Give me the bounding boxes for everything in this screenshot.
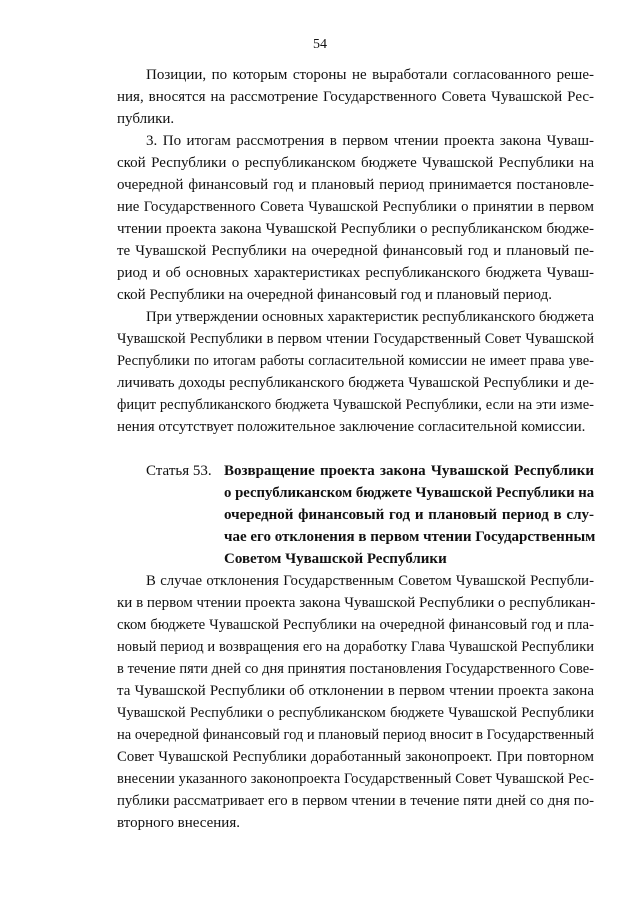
article-title-line: чае его отклонения в первом чтении Государственным	[224, 529, 596, 545]
paragraph-4-line: В случае отклонения Государственным Советом Чувашской Республи-	[146, 573, 594, 589]
paragraph-2-line: риод и об основных характеристиках республиканского бюджета Чуваш-	[117, 265, 594, 281]
paragraph-3-line: нения отсутствует положительное заключение согласительной комиссии.	[117, 419, 586, 435]
paragraph-4-line: Совет Чувашской Республики доработанный законопроект. При повторном	[117, 749, 594, 765]
paragraph-2-line: чтении проекта закона Чувашской Республики о республиканском бюдже-	[117, 221, 594, 237]
article-label: Статья 53.	[146, 463, 212, 479]
paragraph-2-line: ской Республики о республиканском бюджете Чувашской Республики на	[117, 155, 594, 171]
paragraph-3-line: Республики по итогам работы согласительной комиссии не имеет права уве-	[117, 353, 594, 369]
paragraph-2-line: очередной финансовый год и плановый период принимается постановле-	[117, 177, 594, 193]
paragraph-3-line: личивать доходы республиканского бюджета Чувашской Республики и де-	[117, 375, 594, 391]
paragraph-4-line: внесении указанного законопроекта Государственный Совет Чувашской Рес-	[117, 771, 594, 787]
article-title-line: Возвращение проекта закона Чувашской Республики	[224, 463, 594, 479]
paragraph-4-line: та Чувашской Республики об отклонении в первом чтении проекта закона	[117, 683, 594, 699]
paragraph-1-line: ния, вносятся на рассмотрение Государственного Совета Чувашской Рес-	[117, 89, 594, 105]
page-number: 54	[313, 37, 327, 52]
paragraph-4-line: в течение пяти дней со дня принятия постановления Государственного Сове-	[117, 661, 594, 677]
paragraph-2-line: ской Республики на очередной финансовый год и плановый период.	[117, 287, 552, 303]
paragraph-3-line: Чувашской Республики в первом чтении Государственный Совет Чувашской	[117, 331, 594, 347]
paragraph-1-line: публики.	[117, 111, 175, 127]
paragraph-2-line: 3. По итогам рассмотрения в первом чтении проекта закона Чуваш-	[146, 133, 594, 149]
article-title-line: о республиканском бюджете Чувашской Республики на	[224, 485, 595, 501]
paragraph-4-line: публики рассматривает его в первом чтении в течение пяти дней со дня по-	[117, 793, 594, 809]
paragraph-2-line: ние Государственного Совета Чувашской Республики о принятии в первом	[117, 199, 594, 215]
paragraph-4-line: Чувашской Республики о республиканском бюджете Чувашской Республики	[117, 705, 594, 721]
paragraph-1-line: Позиции, по которым стороны не выработали согласованного реше-	[146, 67, 594, 83]
paragraph-4-line: новый период и возвращения его на доработку Глава Чувашской Республики	[117, 639, 594, 655]
paragraph-4-line: ском бюджете Чувашской Республики на очередной финансовый год и пла-	[117, 617, 594, 633]
paragraph-4-line: вторного внесения.	[117, 815, 240, 831]
paragraph-4-line: на очередной финансовый год и плановый период вносит в Государственный	[117, 727, 594, 743]
paragraph-4-line: ки в первом чтении проекта закона Чувашской Республики о республикан-	[117, 595, 596, 611]
article-title-line: Советом Чувашской Республики	[224, 551, 447, 567]
paragraph-3-line: При утверждении основных характеристик республиканского бюджета	[146, 309, 594, 325]
article-title-line: очередной финансовый год и плановый период в слу-	[224, 507, 594, 523]
paragraph-2-line: те Чувашской Республики на очередной финансовый год и плановый пе-	[117, 243, 594, 259]
paragraph-3-line: фицит республиканского бюджета Чувашской Республики, если на эти изме-	[117, 397, 594, 413]
